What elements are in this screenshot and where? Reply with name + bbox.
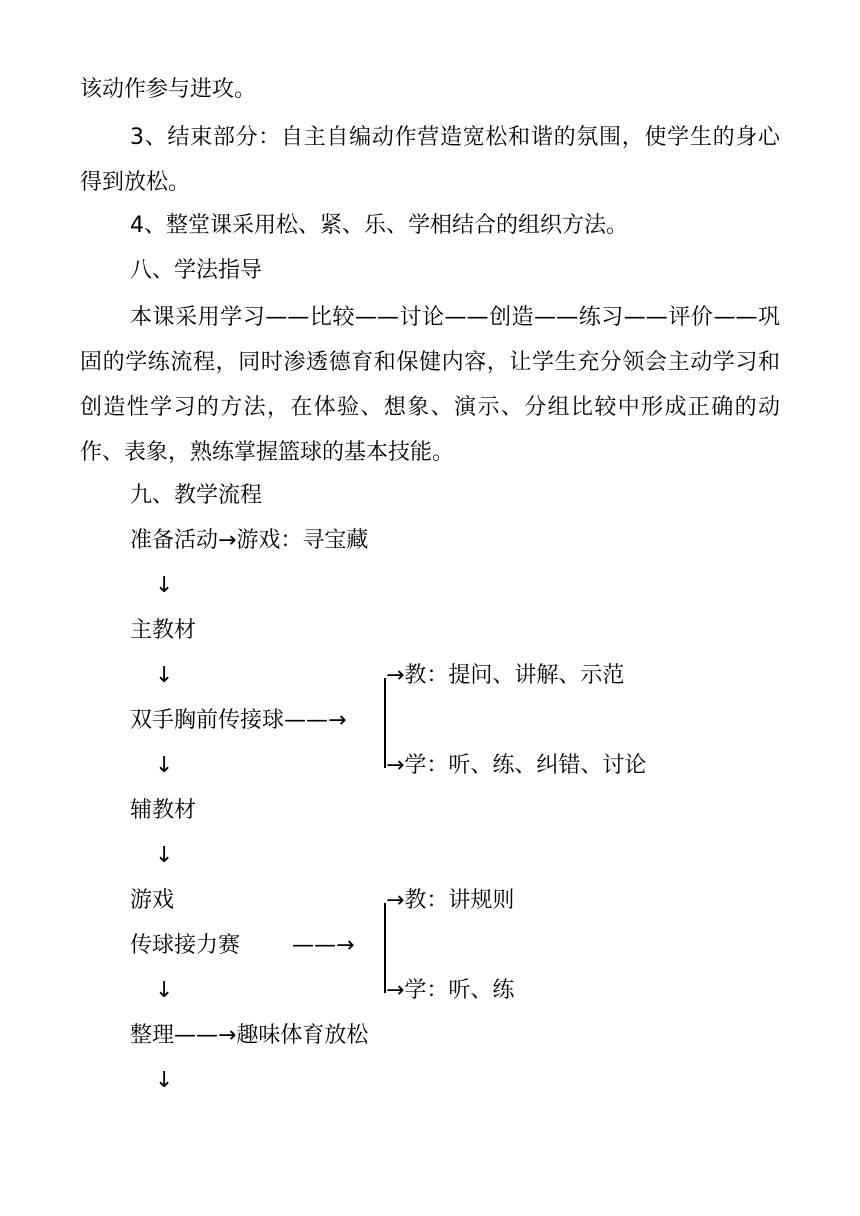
- item-3-paragraph: 3、结束部分：自主自编动作营造宽松和谐的氛围，使学生的身心得到放松。: [80, 125, 780, 195]
- section-9-heading: 九、教学流程: [130, 483, 263, 508]
- flow-relay-arrow: ——→: [292, 933, 355, 958]
- flow-branch-learn: →学：听、练、纠错、讨论: [386, 753, 647, 778]
- flow-branch-learn: →学：听、练: [386, 978, 515, 1003]
- flow-step-main-material: 主教材: [130, 618, 197, 643]
- flow-branch-teach: →教：提问、讲解、示范: [386, 663, 625, 688]
- flow-step-aux-material: 辅教材: [130, 798, 197, 823]
- down-arrow-icon: ↓: [155, 978, 174, 1003]
- flow-step-warmup: 准备活动→游戏：寻宝藏: [130, 528, 369, 553]
- down-arrow-icon: ↓: [155, 843, 174, 868]
- flow-step-cooldown: 整理——→趣味体育放松: [130, 1023, 369, 1048]
- flow-step-chest-pass: 双手胸前传接球——→: [130, 708, 347, 733]
- previous-paragraph-tail: 该动作参与进攻。: [80, 77, 257, 102]
- flow-branch-teach: →教：讲规则: [386, 888, 515, 913]
- flow-step-relay: 传球接力赛: [130, 933, 241, 958]
- section-8-paragraph: 本课采用学习——比较——讨论——创造——练习——评价——巩固的学练流程，同时渗透德育和保健内容，让学生充分领会主动学习和创造性学习的方法，在体验、想象、演示、分组比较中形成正确的动作、表象，熟练掌握篮球的基本技能。: [80, 305, 780, 465]
- section-8-heading: 八、学法指导: [130, 258, 263, 283]
- item-4-paragraph: 4、整堂课采用松、紧、乐、学相结合的组织方法。: [130, 213, 628, 238]
- down-arrow-icon: ↓: [155, 663, 174, 688]
- flow-step-game: 游戏: [130, 888, 175, 913]
- down-arrow-icon: ↓: [155, 573, 174, 598]
- down-arrow-icon: ↓: [155, 1068, 174, 1093]
- down-arrow-icon: ↓: [155, 753, 174, 778]
